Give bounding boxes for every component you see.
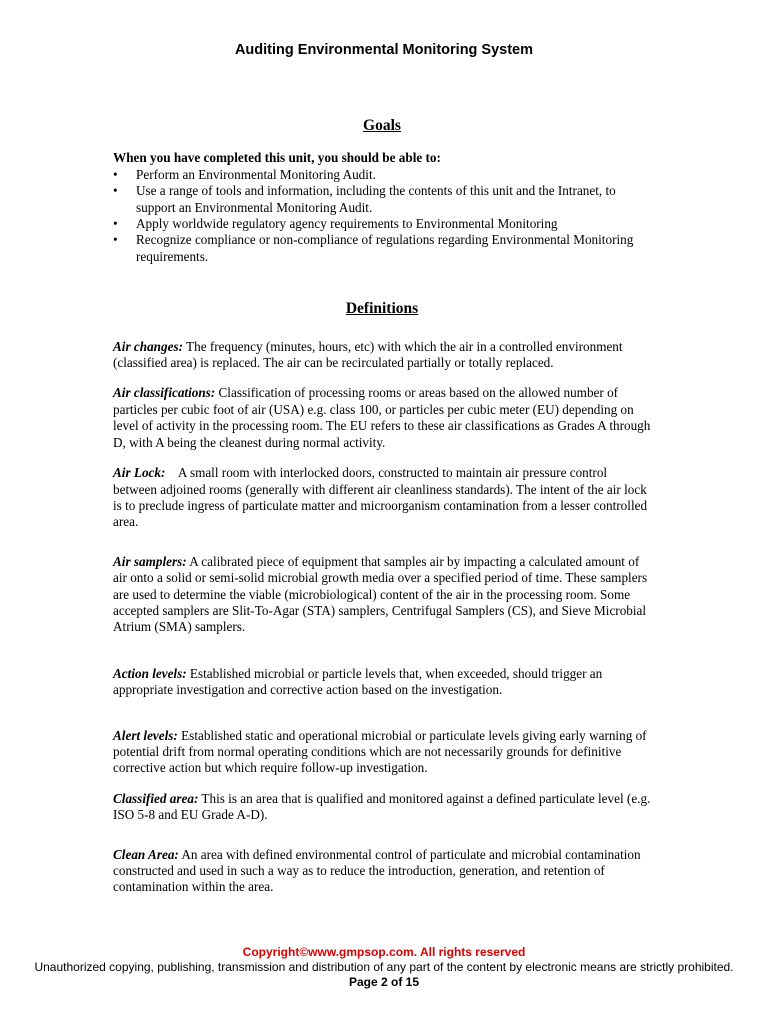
list-item: • Apply worldwide regulatory agency requirements to Environmental Monitoring — [113, 216, 558, 232]
definition-alert-levels — [113, 728, 651, 777]
definition-text: An area with defined environmental control of particulate and microbial contamination constructed and used in such a way as to reduce the introduction, generation, and retention of contamination within the area. — [113, 846, 641, 895]
bullet-icon: • — [113, 232, 118, 248]
definition-text: The frequency (minutes, hours, etc) with which the air in a controlled environment (classified area) is replaced. The air can be recirculated partially or totally replaced. — [113, 338, 623, 371]
definition-term: Clean Area: — [113, 846, 179, 862]
definition-classified-area — [113, 791, 651, 824]
footer-notice: Unauthorized copying, publishing, transmission and distribution of any part of the content by electronic means are strictly prohibited. — [34, 960, 734, 974]
goals-heading: Goals — [363, 117, 401, 134]
definition-air-changes — [113, 339, 651, 372]
definition-term: Air samplers: — [113, 553, 187, 569]
bullet-icon: • — [113, 166, 118, 182]
definitions-heading: Definitions — [345, 300, 419, 318]
footer-copyright: Copyright©www.gmpsop.com. All rights reserved — [242, 945, 526, 959]
list-item: • Recognize compliance or non-compliance of regulations regarding Environmental Monitoring requirements. — [113, 232, 634, 264]
definition-text: A small room with interlocked doors, constructed to maintain air pressure control between adjoined rooms (generally with different air cleanliness standards). The intent of the air lock is to preclude ingress of particulate matter and microorganism contamination from a lesser controlled area. — [113, 465, 651, 530]
page-number: Page 2 of 15 — [348, 975, 420, 989]
goals-list — [113, 167, 651, 265]
list-item: • Perform an Environmental Monitoring Audit. — [113, 166, 376, 182]
definition-term: Action levels: — [113, 665, 187, 681]
definition-air-classifications — [113, 385, 651, 451]
definition-text: A calibrated piece of equipment that samples air by impacting a calculated amount of air onto a solid or semi-solid microbial growth media over a specified period of time. These samplers are used to determine the viable (microbiological) content of the air in the processing room. Some accepted samplers are Slit-To-Agar (STA) samplers, Centrifugal Samplers (CS), and Sieve Microbial Atrium (SMA) samplers. — [113, 553, 648, 635]
definition-text: Established static and operational microbial or particulate levels giving early warning of potential drift from normal operating conditions which are not necessarily grounds for definitive corrective action but which require follow-up investigation. — [113, 727, 647, 776]
definition-text: Established microbial or particle levels that, when exceeded, should trigger an appropriate investigation and corrective action based on the investigation. — [113, 665, 603, 698]
definition-text: This is an area that is qualified and monitored against a defined particulate level (e.g. ISO 5-8 and EU Grade A-D). — [113, 790, 651, 823]
definition-clean-area — [113, 847, 651, 896]
definition-term: Air changes: — [113, 338, 183, 354]
document-header-title: Auditing Environmental Monitoring System — [234, 42, 534, 58]
definition-term: Alert levels: — [113, 727, 178, 743]
document-body — [113, 118, 651, 896]
definition-air-samplers — [113, 554, 651, 636]
definition-term: Classified area: — [113, 790, 199, 806]
definition-action-levels — [113, 666, 651, 699]
definition-text: Classification of processing rooms or areas based on the allowed number of particles per cubic foot of air (USA) e.g. class 100, or particles per cubic meter (EU) depending on level of activity in the processing room. The EU refers to these air classifications as Grades A through D, with A being the cleanest during normal activity. — [113, 385, 651, 450]
bullet-icon: • — [113, 183, 118, 199]
list-item: • Use a range of tools and information, including the contents of this unit and the Intranet, to support an Environmental Monitoring Audit. — [113, 183, 616, 215]
definition-term: Air Lock: — [113, 465, 166, 481]
definition-air-lock — [113, 465, 651, 531]
goals-lead: When you have completed this unit, you should be able to: — [113, 150, 441, 166]
bullet-icon: • — [113, 216, 118, 232]
definition-term: Air classifications: — [113, 385, 216, 401]
